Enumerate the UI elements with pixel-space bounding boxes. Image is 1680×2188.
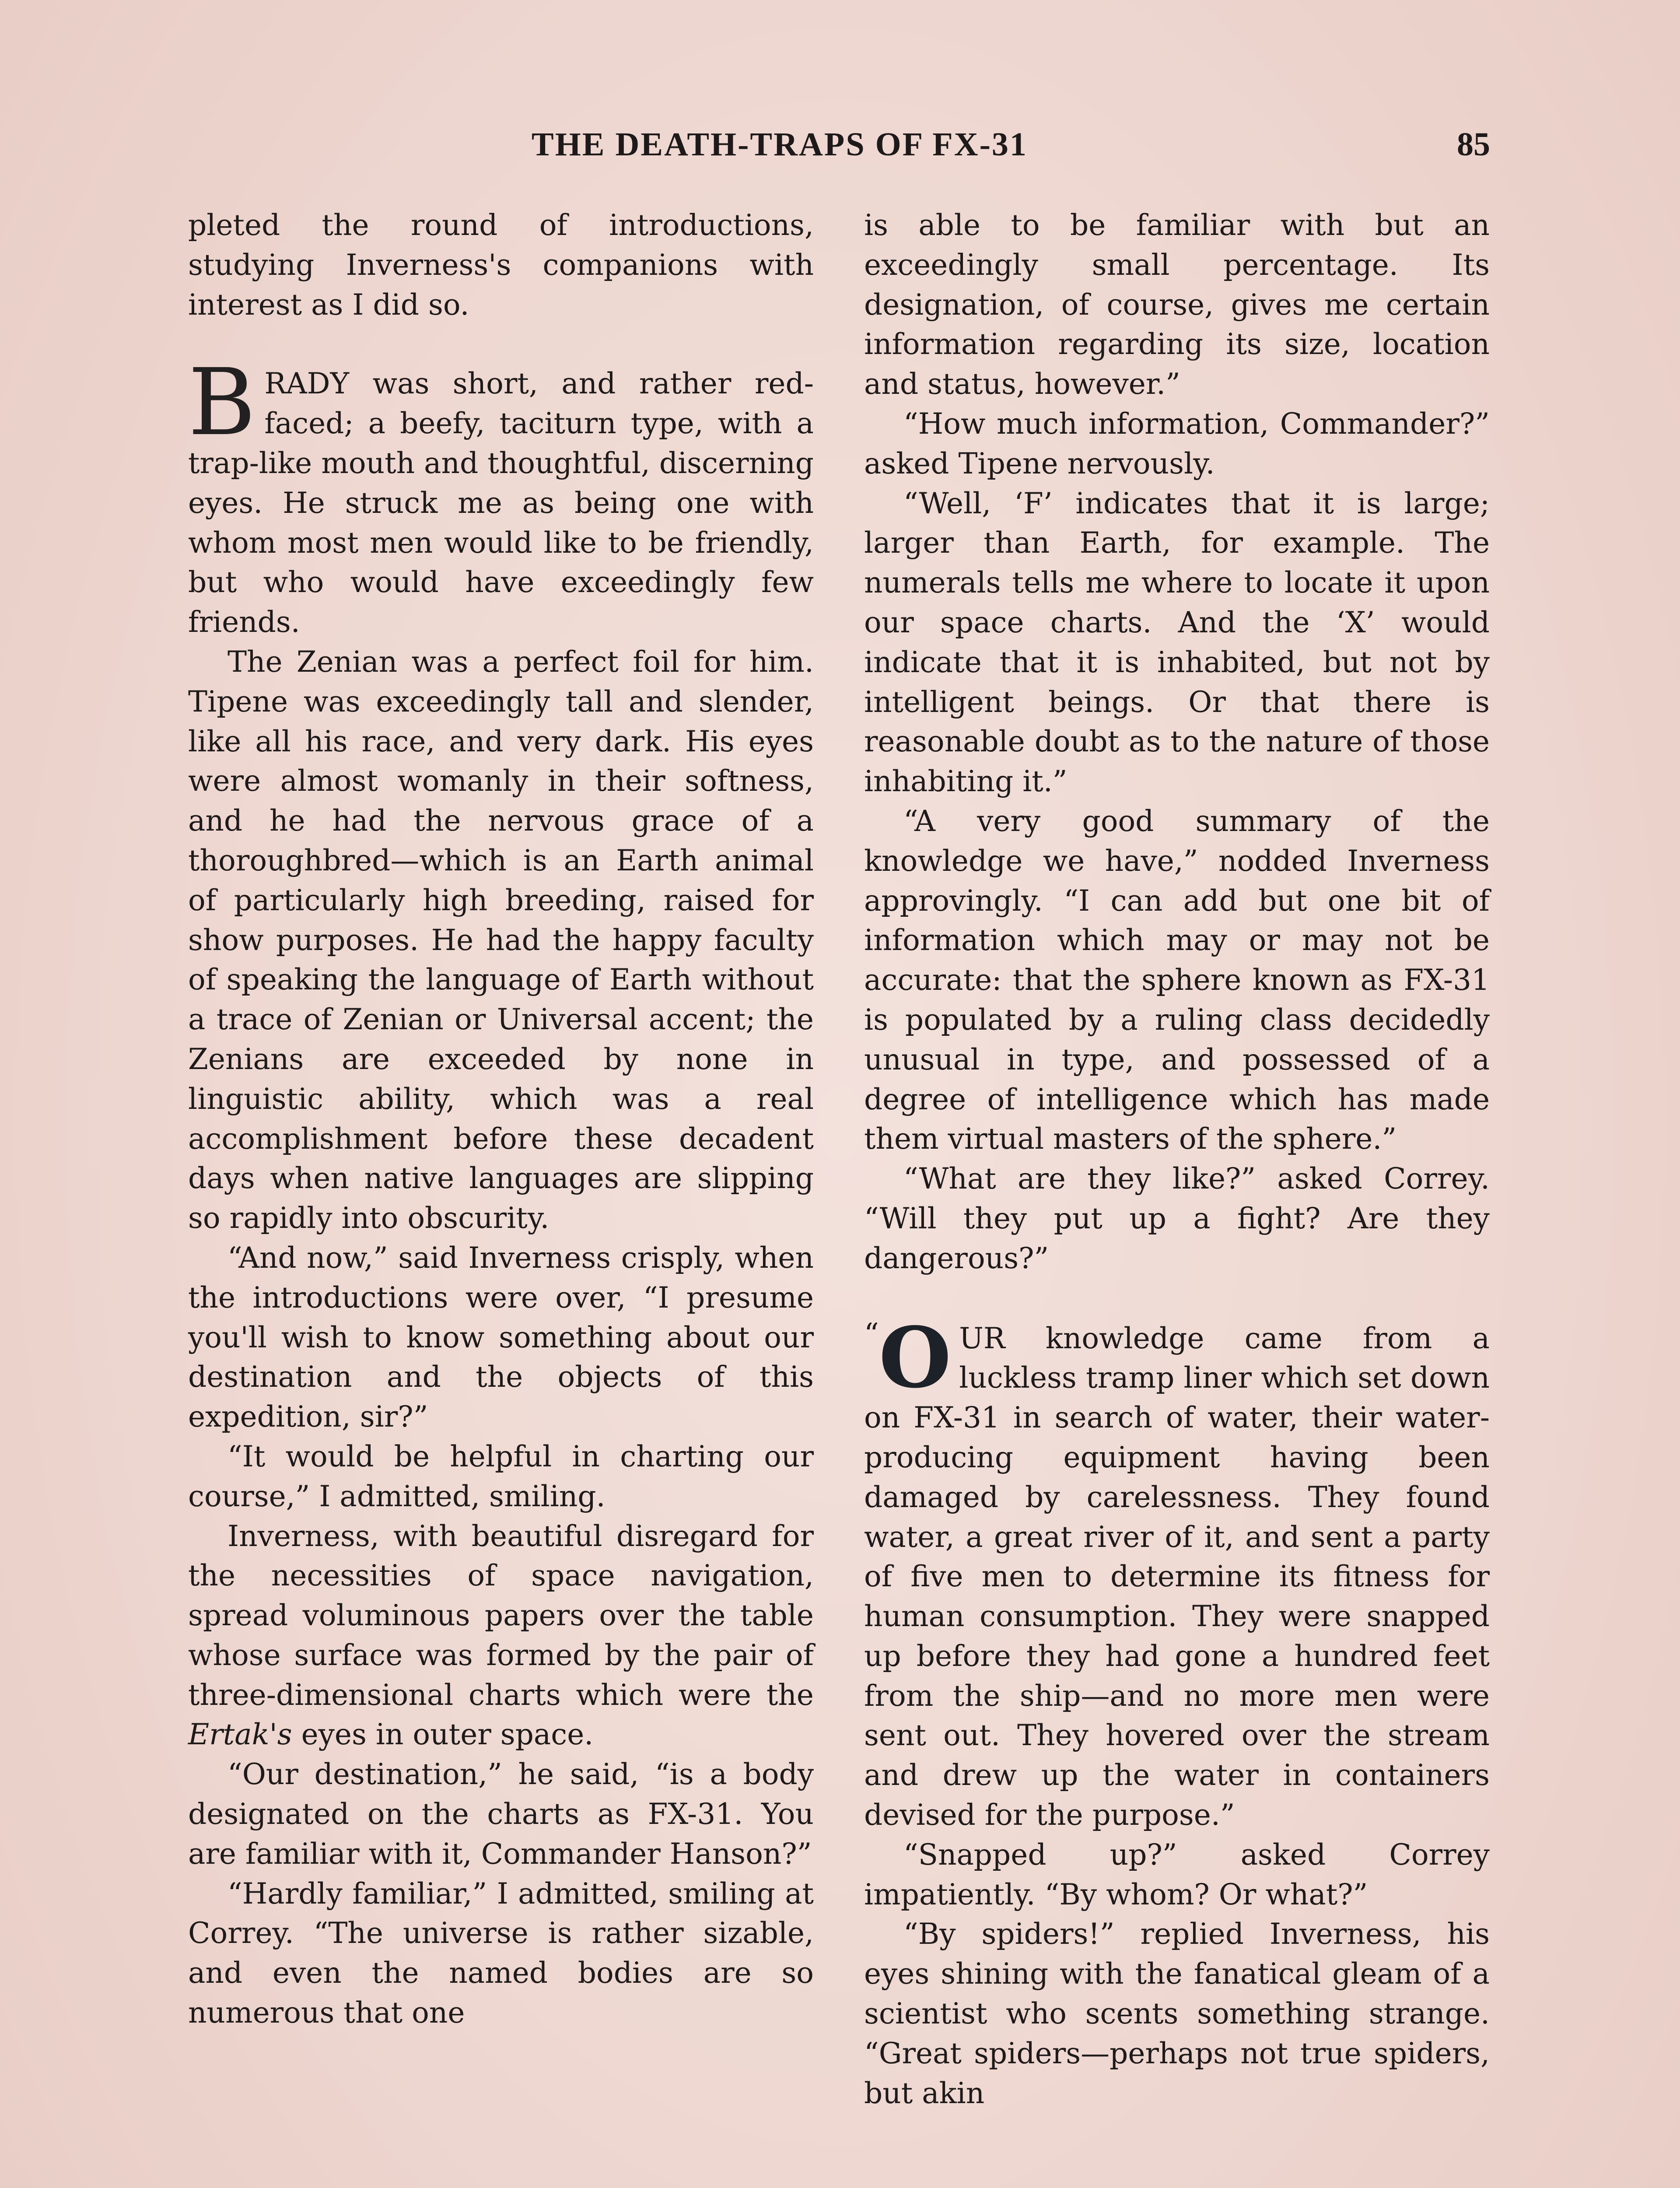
page-number: 85 — [1457, 126, 1490, 163]
page-header — [0, 118, 1680, 171]
drop-cap: O — [878, 1308, 952, 1406]
paragraph: “Snapped up?” asked Correy impatiently. “By whom? Or what?” — [864, 1837, 1490, 1911]
running-head: THE DEATH-TRAPS OF FX-31 — [532, 126, 1028, 163]
paragraph-text: knowledge came from a luckless tramp liner which set down on FX-31 in search of water, their water-producing equipment having been damaged by carelessness. They found water, a great river of it, and sent a party of five men to determine its fitness for human consumption. They were snapped up before they had gone a hundred feet from the ship—and no more men were sent out. They hovered over the stream and drew up the water in containers devised for the purpose.” — [864, 1321, 1490, 1832]
section-paragraph — [188, 349, 814, 642]
paragraph: is able to be familiar with but an exceedingly small percentage. Its designation, of course, gives me certain information regarding its size, location and status, however.” — [864, 208, 1490, 401]
paragraph: “And now,” said Inverness crisply, when the introductions were over, “I presume you'll wish to know something about our destination and the objects of this expedition, sir?” — [188, 1241, 814, 1434]
paragraph: “It would be helpful in charting our course,” I admitted, smiling. — [188, 1439, 814, 1513]
paragraph: “A very good summary of the knowledge we have,” nodded Inverness approvingly. “I can add but one bit of information which may or may not be accurate: that the sphere known as FX-31 is populated by a ruling class decidedly unusual in type, and possessed of a degree of intelligence which has made them virtual masters of the sphere.” — [864, 804, 1490, 1156]
paragraph-text: was short, and rather red-faced; a beefy, taciturn type, with a trap-like mouth and thoughtful, discerning eyes. He struck me as being one with whom most men would like to be friendly, but who would have exceedingly few friends. — [188, 367, 814, 639]
paragraph: The Zenian was a perfect foil for him. Tipene was exceedingly tall and slender, like all his race, and very dark. His eyes were almost womanly in their softness, and he had the nervous grace of a thoroughbred—which is an Earth animal of particularly high breeding, raised for show purposes. He had the happy faculty of speaking the language of Earth without a trace of Zenian or Universal accent; the Zenians are exceeded by none in linguistic ability, which was a real accomplishment before these decadent days when native languages are slipping so rapidly into obscurity. — [188, 645, 814, 1235]
paragraph: “Hardly familiar,” I admitted, smiling at Correy. “The universe is rather sizable, and even the named bodies are so numerous that one — [188, 1876, 814, 2030]
left-column — [188, 206, 814, 2033]
paragraph-text: Inverness, with beautiful disregard for the necessities of space navigation, spread voluminous papers over the table whose surface was formed by the pair of three-dimensional charts which were the — [188, 1519, 814, 1712]
small-caps-lead: RADY — [264, 367, 350, 401]
section-paragraph — [864, 1308, 1490, 1835]
paragraph: “By spiders!” replied Inverness, his eyes shining with the fanatical gleam of a scientist who scents something strange. “Great spiders—perhaps not true spiders, but akin — [864, 1917, 1490, 2110]
paragraph-text: eyes in outer space. — [292, 1718, 594, 1752]
open-quote: “ — [864, 1317, 879, 1351]
paragraph: pleted the round of introductions, studying Inverness's companions with interest as I did so. — [188, 208, 814, 322]
paragraph: “Our destination,” he said, “is a body designated on the charts as FX-31. You are familiar with it, Commander Hanson?” — [188, 1757, 814, 1871]
paragraph: “What are they like?” asked Correy. “Will they put up a fight? Are they dangerous?” — [864, 1162, 1490, 1275]
drop-cap: B — [188, 349, 256, 456]
small-caps-lead: UR — [959, 1321, 1005, 1355]
paragraph: “How much information, Commander?” asked Tipene nervously. — [864, 407, 1490, 480]
ship-name: Ertak's — [188, 1718, 292, 1752]
right-column — [864, 206, 1490, 2113]
paragraph: “Well, ‘F’ indicates that it is large; larger than Earth, for example. The numerals tells me where to locate it upon our space charts. And the ‘X’ would indicate that it is inhabited, but not by intelligent beings. Or that there is reasonable doubt as to the nature of those inhabiting it.” — [864, 486, 1490, 799]
paragraph — [188, 1517, 814, 1755]
